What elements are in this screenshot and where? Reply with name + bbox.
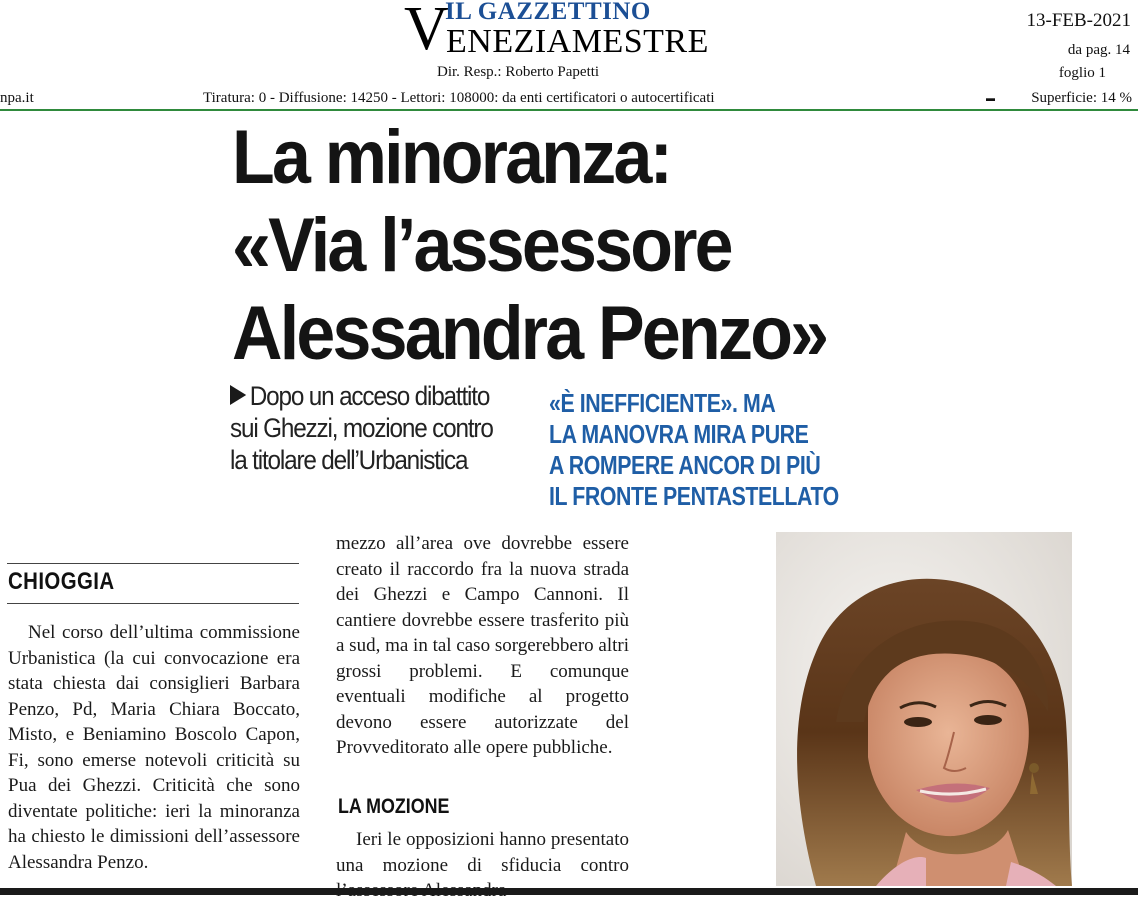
article-kicker <box>549 388 839 512</box>
masthead-brand: IL GAZZETTINO <box>445 0 651 25</box>
header-divider <box>0 109 1138 111</box>
subhead-line: la titolare dell’Urbanistica <box>230 445 468 475</box>
small-mark-icon: ▬ <box>986 93 995 103</box>
kicker-line: «È INEFFICIENTE». MA <box>549 388 776 418</box>
section-rule-bottom <box>7 603 299 604</box>
masthead-initial: V <box>404 0 449 63</box>
subhead-line: sui Ghezzi, mozione contro <box>230 413 493 443</box>
headline-line: La minoranza: <box>232 115 671 200</box>
kicker-line: A ROMPERE ANCOR DI PIÙ <box>549 450 821 480</box>
surface-percentage: Superficie: 14 % <box>1031 90 1132 106</box>
publication-date: 13-FEB-2021 <box>1026 10 1131 31</box>
portrait-illustration <box>776 532 1072 886</box>
body-column-2-continued: Ieri le opposizioni hanno presentato una mozione di sfiducia contro <box>336 829 629 876</box>
masthead-edition: ENEZIAMESTRE <box>446 23 709 60</box>
document-header <box>0 0 1138 112</box>
triangle-bullet-icon <box>230 385 246 405</box>
article-headline <box>232 114 827 378</box>
kicker-line: IL FRONTE PENTASTELLATO <box>549 481 839 511</box>
source-site-cut: npa.it <box>0 90 34 106</box>
headline-line: «Via l’assessore <box>232 203 731 288</box>
headline-line: Alessandra Penzo» <box>232 291 827 376</box>
director-line: Dir. Resp.: Roberto Papetti <box>437 64 600 80</box>
page-number: da pag. 14 <box>1067 42 1130 58</box>
sheet-number: foglio 1 <box>1058 65 1106 81</box>
page-bottom-edge <box>0 888 1138 895</box>
section-rule-top <box>7 563 299 564</box>
body-subheading: LA MOZIONE <box>338 795 450 818</box>
section-label: CHIOGGIA <box>8 568 115 595</box>
body-column-1: Nel corso dell’ultima commissione Urbanistica (la cui convocazione era stata chiesta dai consiglieri Barbara Penzo, Pd, Maria Chiara Boccato, Misto, e Beniamino Boscolo Capon, Fi, sono emerse notevoli criticità su Pua dei Ghezzi. Criticità che sono diventate politiche: ieri la minoranza ha chiesto le dimissioni dell’assessore Alessandra Penzo. <box>8 622 300 873</box>
kicker-line: LA MANOVRA MIRA PURE <box>549 419 809 449</box>
body-column-2: mezzo all’area ove dovrebbe essere creato il raccordo fra la nuova strada dei Ghezzi e Campo Cannoni. Il cantiere dovrebbe essere trasferito più a sud, ma in tal caso sorgerebbero altri grossi problemi. E comunque eventuali modifiche al progetto devono essere autorizzate del Provveditorato alle opere pubbliche. <box>336 533 629 758</box>
circulation-line: Tiratura: 0 - Diffusione: 14250 - Lettori: 108000: da enti certificatori o autocertificati <box>203 90 715 106</box>
subhead-line: Dopo un acceso dibattito <box>249 381 490 411</box>
article-subheadline <box>230 380 500 476</box>
portrait-photo <box>776 532 1072 886</box>
